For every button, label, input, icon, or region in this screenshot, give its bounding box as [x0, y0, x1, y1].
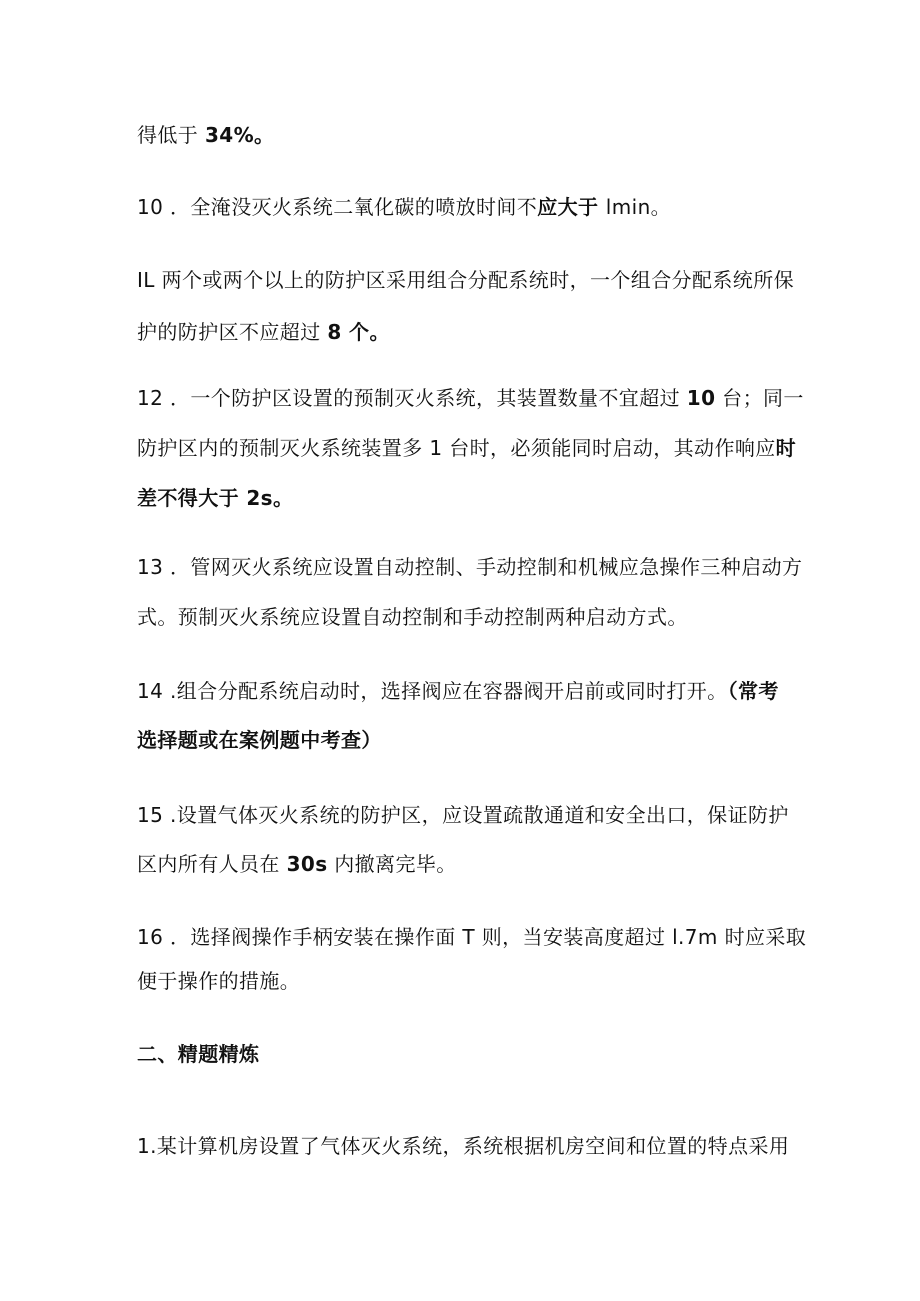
text-segment-bold: 30s: [286, 852, 328, 876]
text-segment-bold: 选择题或在案例题中考查）: [137, 728, 382, 752]
text-line-4: [137, 318, 787, 346]
text-line-12: [137, 801, 787, 829]
text-segment: 14 .组合分配系统启动时，选择阀应在容器阀开启前或同时打开。: [137, 679, 728, 703]
text-segment-bold: 时: [775, 436, 797, 460]
text-segment: 防护区内的预制灭火系统装置多 1 台时，必须能同时启动，其动作响应: [137, 436, 776, 460]
text-segment: 护的防护区不应超过: [137, 320, 328, 344]
text-segment: IL 两个或两个以上的防护区采用组合分配系统时，一个组合分配系统所保: [137, 268, 794, 292]
text-segment: 12 ．一个防护区设置的预制灭火系统，其装置数量不宜超过: [137, 386, 687, 410]
text-line-10: [137, 677, 787, 705]
text-segment: 式。预制灭火系统应设置自动控制和手动控制两种启动方式。: [137, 605, 688, 629]
text-segment-bold: 二、精题精炼: [137, 1042, 260, 1066]
text-segment-bold: 34%。: [204, 123, 275, 147]
text-line-11: [137, 726, 787, 754]
text-line-15: [137, 967, 787, 995]
text-segment: 13 ．管网灭火系统应设置自动控制、手动控制和机械应急操作三种启动方: [137, 555, 803, 579]
text-line-2: [137, 193, 787, 221]
text-segment: 得低于: [137, 123, 205, 147]
text-segment: 区内所有人员在: [137, 852, 287, 876]
text-line-14: [137, 923, 807, 951]
text-segment-bold: （常考: [727, 679, 779, 703]
text-segment-bold: 差不得大于 2s。: [137, 486, 294, 510]
section-heading: [137, 1040, 787, 1068]
text-segment-bold: 应大于: [537, 195, 606, 219]
text-line-17: [137, 1132, 790, 1160]
text-line-3: [137, 266, 794, 294]
text-segment: 便于操作的措施。: [137, 969, 301, 993]
text-segment: 1.某计算机房设置了气体灭火系统，系统根据机房空间和位置的特点采用: [137, 1134, 790, 1158]
text-segment: 台；同一: [715, 386, 804, 410]
text-line-9: [137, 603, 787, 631]
text-line-8: [137, 553, 803, 581]
text-segment-bold: 10: [686, 386, 716, 410]
text-line-13: [137, 850, 787, 878]
text-line-1: [137, 121, 787, 149]
text-segment: lmin。: [605, 195, 672, 219]
text-segment: 内撤离完毕。: [327, 852, 457, 876]
text-line-6: [137, 434, 797, 462]
text-segment: 15 .设置气体灭火系统的防护区，应设置疏散通道和安全出口，保证防护: [137, 803, 789, 827]
text-segment-bold: 8 个。: [327, 320, 390, 344]
text-line-5: [137, 384, 804, 412]
text-segment: 10 ．全淹没灭火系统二氧化碳的喷放时间不: [137, 195, 538, 219]
text-segment: 16 ．选择阀操作手柄安装在操作面 T 则，当安装高度超过 l.7m 时应采取: [137, 925, 807, 949]
text-line-7: [137, 484, 787, 512]
